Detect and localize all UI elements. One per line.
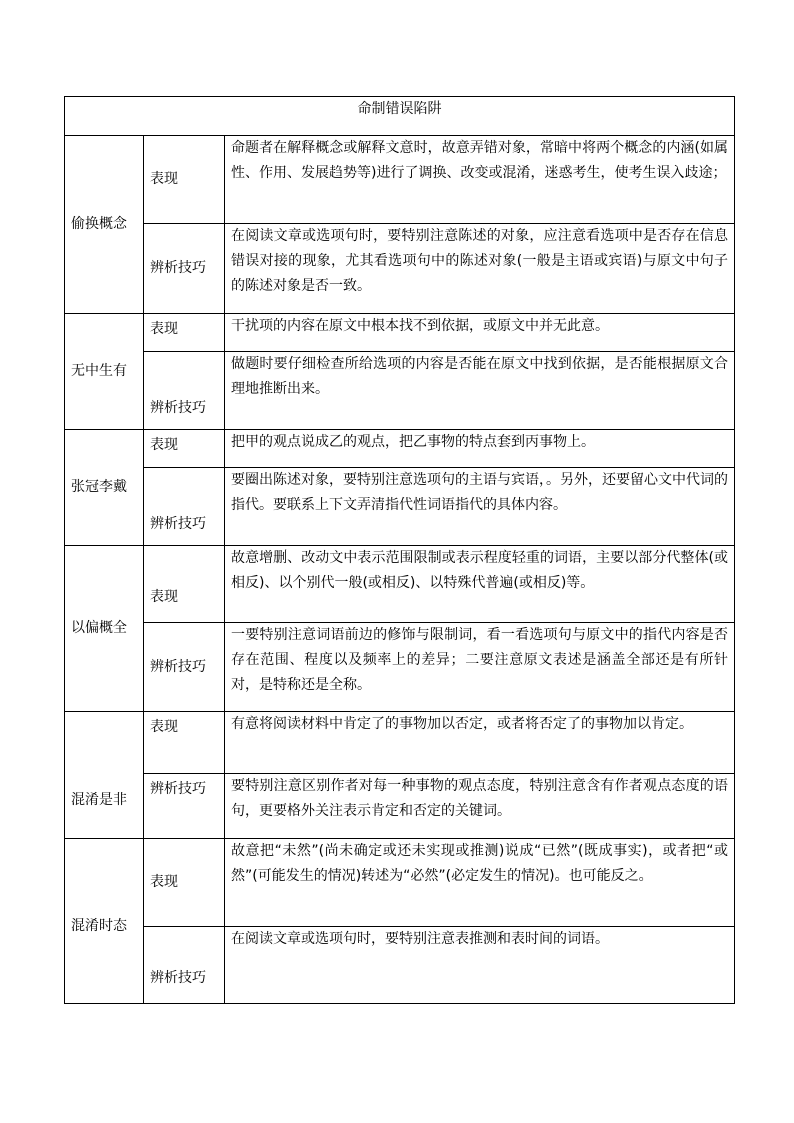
aspect-label: 表现 [144,839,225,927]
category-label: 偷换概念 [65,136,144,314]
content-cell: 命题者在解释概念或解释文意时，故意弄错对象，常暗中将两个概念的内涵(如属性、作用、发展趋势等)进行了调换、改变或混淆，迷惑考生，使考生误入歧途； [225,136,735,224]
category-label: 张冠李戴 [65,430,144,546]
table-row [65,314,735,352]
title-row [65,97,735,136]
aspect-label: 辨析技巧 [144,774,225,839]
table-row [65,839,735,927]
category-label: 混淆时态 [65,839,144,1004]
table-row [65,224,735,314]
content-cell: 故意增删、改动文中表示范围限制或表示程度轻重的词语，主要以部分代整体(或相反)、以个别代一般(或相反)、以特殊代普遍(或相反)等。 [225,546,735,623]
content-cell: 做题时要仔细检查所给选项的内容是否能在原文中找到依据，是否能根据原文合理地推断出来。 [225,352,735,430]
aspect-label: 表现 [144,314,225,352]
content-cell: 故意把“未然”(尚未确定或还未实现或推测)说成“已然”(既成事实)，或者把“或然”(可能发生的情况)转述为“必然”(必定发生的情况)。也可能反之。 [225,839,735,927]
table-row [65,352,735,430]
table-row [65,927,735,1004]
aspect-label: 辨析技巧 [144,468,225,546]
table-row [65,136,735,224]
content-cell: 在阅读文章或选项句时，要特别注意陈述的对象，应注意看选项中是否存在信息错误对接的现象，尤其看选项句中的陈述对象(一般是主语或宾语)与原文中句子的陈述对象是否一致。 [225,224,735,314]
aspect-label: 表现 [144,712,225,774]
content-cell: 把甲的观点说成乙的观点，把乙事物的特点套到丙事物上。 [225,430,735,468]
table-row [65,430,735,468]
aspect-label: 表现 [144,546,225,623]
content-cell: 干扰项的内容在原文中根本找不到依据，或原文中并无此意。 [225,314,735,352]
table-title: 命制错误陷阱 [65,97,735,136]
category-label: 以偏概全 [65,546,144,712]
table-row [65,774,735,839]
category-label: 无中生有 [65,314,144,430]
aspect-label: 辨析技巧 [144,927,225,1004]
table-row [65,712,735,774]
trap-table [64,96,735,1004]
content-cell: 有意将阅读材料中肯定了的事物加以否定，或者将否定了的事物加以肯定。 [225,712,735,774]
content-cell: 一要特别注意词语前边的修饰与限制词，看一看选项句与原文中的指代内容是否存在范围、程度以及频率上的差异；二要注意原文表述是涵盖全部还是有所针对，是特称还是全称。 [225,623,735,712]
aspect-label: 辨析技巧 [144,224,225,314]
aspect-label: 表现 [144,136,225,224]
category-label: 混淆是非 [65,712,144,839]
table-row [65,468,735,546]
aspect-label: 表现 [144,430,225,468]
content-cell: 要特别注意区别作者对每一种事物的观点态度，特别注意含有作者观点态度的语句，更要格外关注表示肯定和否定的关键词。 [225,774,735,839]
content-cell: 在阅读文章或选项句时，要特别注意表推测和表时间的词语。 [225,927,735,1004]
table-row [65,546,735,623]
aspect-label: 辨析技巧 [144,352,225,430]
table-row [65,623,735,712]
content-cell: 要圈出陈述对象，要特别注意选项句的主语与宾语，。另外，还要留心文中代词的指代。要联系上下文弄清指代性词语指代的具体内容。 [225,468,735,546]
aspect-label: 辨析技巧 [144,623,225,712]
